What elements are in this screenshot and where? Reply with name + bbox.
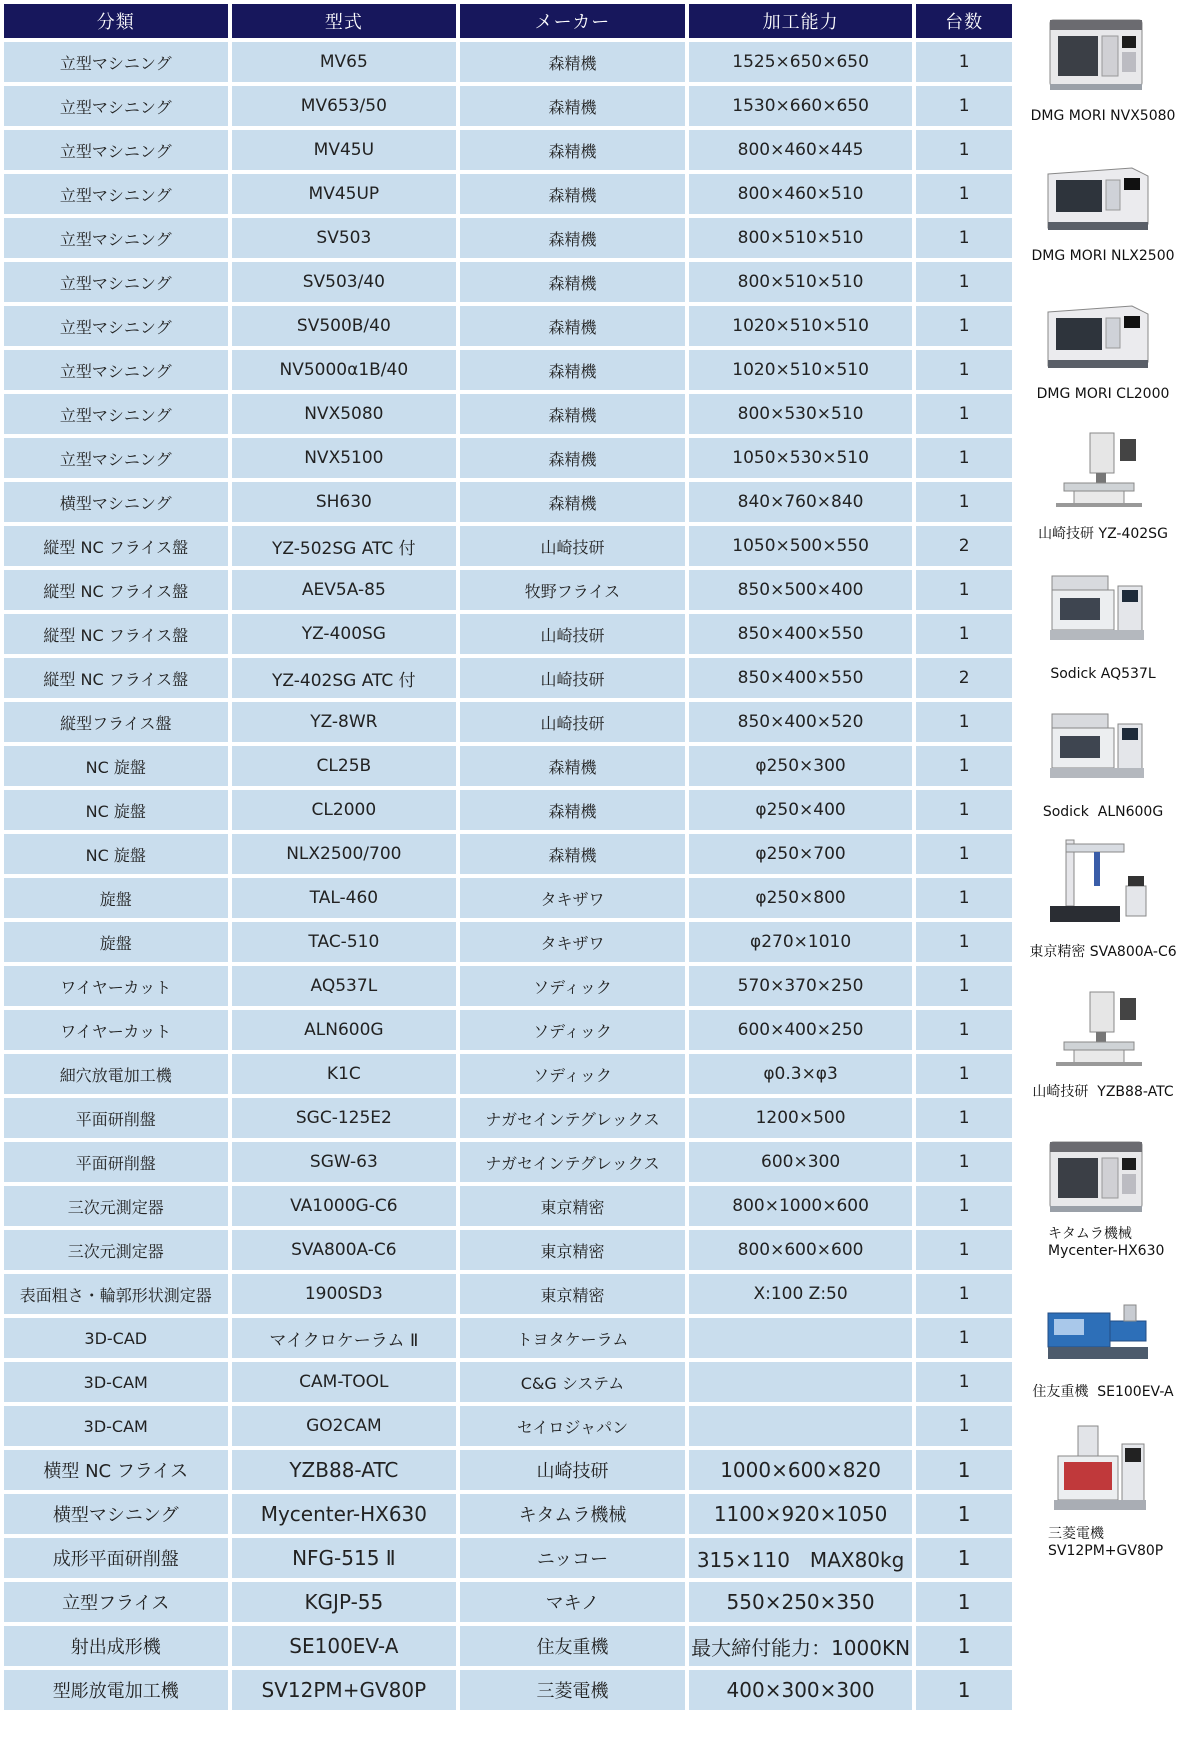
table-header-row xyxy=(4,4,1012,38)
capacity-cell xyxy=(689,1406,913,1446)
maker-cell: 森精機 xyxy=(460,86,685,126)
table-row xyxy=(4,1582,1012,1622)
maker-cell: 森精機 xyxy=(460,394,685,434)
machine-photo-caption: 東京精密 SVA800A-C6 xyxy=(1029,944,1177,960)
machine-photo-caption: DMG MORI CL2000 xyxy=(1036,386,1170,402)
table-row xyxy=(4,350,1012,390)
category-cell: 横型マシニング xyxy=(4,482,228,522)
quantity-cell: 1 xyxy=(916,174,1012,214)
wire-edm-icon xyxy=(1044,560,1152,656)
model-cell: 1900SD3 xyxy=(232,1274,457,1314)
quantity-cell: 1 xyxy=(916,42,1012,82)
category-cell: 立型マシニング xyxy=(4,350,228,390)
category-cell: 表面粗さ・輪郭形状測定器 xyxy=(4,1274,228,1314)
maker-cell: キタムラ機械 xyxy=(460,1494,685,1534)
capacity-cell: 800×510×510 xyxy=(689,218,913,258)
model-cell: NVX5100 xyxy=(232,438,457,478)
quantity-cell: 1 xyxy=(916,1318,1012,1358)
model-cell: K1C xyxy=(232,1054,457,1094)
model-cell: Mycenter-HX630 xyxy=(232,1494,457,1534)
capacity-cell: 800×510×510 xyxy=(689,262,913,302)
maker-cell: ニッコー xyxy=(460,1538,685,1578)
table-row xyxy=(4,1010,1012,1050)
category-cell: 縦型 NC フライス盤 xyxy=(4,526,228,566)
table-row xyxy=(4,130,1012,170)
table-row xyxy=(4,922,1012,962)
table-row xyxy=(4,1318,1012,1358)
quantity-cell: 1 xyxy=(916,1186,1012,1226)
capacity-cell: 600×400×250 xyxy=(689,1010,913,1050)
quantity-cell: 1 xyxy=(916,1450,1012,1490)
table-row xyxy=(4,262,1012,302)
maker-cell: C&G システム xyxy=(460,1362,685,1402)
capacity-cell: 850×400×550 xyxy=(689,614,913,654)
header-category: 分類 xyxy=(4,4,228,38)
category-cell: 立型マシニング xyxy=(4,86,228,126)
category-cell: 立型マシニング xyxy=(4,306,228,346)
maker-cell: ナガセインテグレックス xyxy=(460,1142,685,1182)
category-cell: NC 旋盤 xyxy=(4,746,228,786)
table-row xyxy=(4,1670,1012,1710)
capacity-cell: 最大締付能力：1000KN xyxy=(689,1626,913,1666)
model-cell: NFG-515 Ⅱ xyxy=(232,1538,457,1578)
table-row xyxy=(4,1450,1012,1490)
maker-cell: トヨタケーラム xyxy=(460,1318,685,1358)
table-row xyxy=(4,42,1012,82)
quantity-cell: 1 xyxy=(916,1406,1012,1446)
category-cell: 縦型 NC フライス盤 xyxy=(4,570,228,610)
category-cell: 立型マシニング xyxy=(4,174,228,214)
capacity-cell: φ250×400 xyxy=(689,790,913,830)
maker-cell: 森精機 xyxy=(460,438,685,478)
maker-cell: 三菱電機 xyxy=(460,1670,685,1710)
model-cell: SH630 xyxy=(232,482,457,522)
capacity-cell: φ270×1010 xyxy=(689,922,913,962)
table-row xyxy=(4,834,1012,874)
category-cell: 立型フライス xyxy=(4,1582,228,1622)
machine-photo-caption: 三菱電機 SV12PM+GV80P xyxy=(1048,1526,1164,1559)
capacity-cell xyxy=(689,1362,913,1402)
capacity-cell: 550×250×350 xyxy=(689,1582,913,1622)
maker-cell: 森精機 xyxy=(460,306,685,346)
maker-cell: 森精機 xyxy=(460,834,685,874)
model-cell: SV500B/40 xyxy=(232,306,457,346)
model-cell: NVX5080 xyxy=(232,394,457,434)
capacity-cell: X:100 Z:50 xyxy=(689,1274,913,1314)
table-row xyxy=(4,570,1012,610)
maker-cell: ソディック xyxy=(460,1054,685,1094)
quantity-cell: 1 xyxy=(916,130,1012,170)
maker-cell: 住友重機 xyxy=(460,1626,685,1666)
category-cell: 横型マシニング xyxy=(4,1494,228,1534)
capacity-cell: 1000×600×820 xyxy=(689,1450,913,1490)
capacity-cell: φ0.3×φ3 xyxy=(689,1054,913,1094)
category-cell: 細穴放電加工機 xyxy=(4,1054,228,1094)
category-cell: 成形平面研削盤 xyxy=(4,1538,228,1578)
model-cell: TAC-510 xyxy=(232,922,457,962)
category-cell: 縦型 NC フライス盤 xyxy=(4,614,228,654)
category-cell: NC 旋盤 xyxy=(4,834,228,874)
quantity-cell: 1 xyxy=(916,570,1012,610)
model-cell: CL25B xyxy=(232,746,457,786)
machine-photo-caption: DMG MORI NVX5080 xyxy=(1030,108,1176,124)
model-cell: SVA800A-C6 xyxy=(232,1230,457,1270)
capacity-cell: 1525×650×650 xyxy=(689,42,913,82)
model-cell: SGW-63 xyxy=(232,1142,457,1182)
maker-cell: セイロジャパン xyxy=(460,1406,685,1446)
model-cell: AEV5A-85 xyxy=(232,570,457,610)
quantity-cell: 1 xyxy=(916,834,1012,874)
capacity-cell: 850×400×520 xyxy=(689,702,913,742)
table-row xyxy=(4,1098,1012,1138)
table-row xyxy=(4,790,1012,830)
cnc-lathe-icon xyxy=(1044,146,1152,242)
model-cell: GO2CAM xyxy=(232,1406,457,1446)
machine-photo-caption: 山崎技研 YZ-402SG xyxy=(1038,526,1168,542)
maker-cell: タキザワ xyxy=(460,878,685,918)
quantity-cell: 1 xyxy=(916,1582,1012,1622)
quantity-cell: 1 xyxy=(916,438,1012,478)
quantity-cell: 1 xyxy=(916,702,1012,742)
capacity-cell: 1100×920×1050 xyxy=(689,1494,913,1534)
capacity-cell: 850×500×400 xyxy=(689,570,913,610)
maker-cell: 森精機 xyxy=(460,482,685,522)
category-cell: 型彫放電加工機 xyxy=(4,1670,228,1710)
model-cell: VA1000G-C6 xyxy=(232,1186,457,1226)
category-cell: NC 旋盤 xyxy=(4,790,228,830)
capacity-cell: 315×110 MAX80kg xyxy=(689,1538,913,1578)
category-cell: 3D-CAM xyxy=(4,1362,228,1402)
quantity-cell: 1 xyxy=(916,1362,1012,1402)
category-cell: 立型マシニング xyxy=(4,394,228,434)
maker-cell: 森精機 xyxy=(460,350,685,390)
header-quantity: 台数 xyxy=(916,4,1012,38)
quantity-cell: 1 xyxy=(916,922,1012,962)
model-cell: YZ-400SG xyxy=(232,614,457,654)
capacity-cell xyxy=(689,1318,913,1358)
table-row xyxy=(4,1494,1012,1534)
quantity-cell: 2 xyxy=(916,658,1012,698)
capacity-cell: 1020×510×510 xyxy=(689,306,913,346)
category-cell: 旋盤 xyxy=(4,878,228,918)
quantity-cell: 2 xyxy=(916,526,1012,566)
table-row xyxy=(4,1186,1012,1226)
injection-molding-icon xyxy=(1044,1292,1152,1376)
model-cell: NV5000α1B/40 xyxy=(232,350,457,390)
capacity-cell: 840×760×840 xyxy=(689,482,913,522)
maker-cell: 森精機 xyxy=(460,262,685,302)
model-cell: CL2000 xyxy=(232,790,457,830)
wire-edm-icon xyxy=(1044,698,1152,794)
machine-photo-caption: Sodick ALN600G xyxy=(1042,804,1164,820)
milling-machine-icon xyxy=(1044,418,1152,520)
machine-photo-caption: DMG MORI NLX2500 xyxy=(1031,248,1175,264)
quantity-cell: 1 xyxy=(916,1230,1012,1270)
capacity-cell: 570×370×250 xyxy=(689,966,913,1006)
capacity-cell: 1050×500×550 xyxy=(689,526,913,566)
table-row xyxy=(4,614,1012,654)
maker-cell: ソディック xyxy=(460,966,685,1006)
model-cell: MV65 xyxy=(232,42,457,82)
maker-cell: 東京精密 xyxy=(460,1230,685,1270)
maker-cell: 山崎技研 xyxy=(460,526,685,566)
machine-photo-caption: Sodick AQ537L xyxy=(1050,666,1156,682)
category-cell: 三次元測定器 xyxy=(4,1186,228,1226)
quantity-cell: 1 xyxy=(916,614,1012,654)
model-cell: KGJP-55 xyxy=(232,1582,457,1622)
maker-cell: 山崎技研 xyxy=(460,1450,685,1490)
table-row xyxy=(4,1538,1012,1578)
table-row xyxy=(4,218,1012,258)
category-cell: ワイヤーカット xyxy=(4,966,228,1006)
capacity-cell: 800×1000×600 xyxy=(689,1186,913,1226)
quantity-cell: 1 xyxy=(916,350,1012,390)
capacity-cell: 1200×500 xyxy=(689,1098,913,1138)
machining-center-icon xyxy=(1044,6,1152,102)
quantity-cell: 1 xyxy=(916,218,1012,258)
maker-cell: 森精機 xyxy=(460,790,685,830)
milling-machine-icon xyxy=(1044,980,1152,1076)
table-row xyxy=(4,394,1012,434)
maker-cell: 山崎技研 xyxy=(460,614,685,654)
model-cell: MV653/50 xyxy=(232,86,457,126)
capacity-cell: 850×400×550 xyxy=(689,658,913,698)
quantity-cell: 1 xyxy=(916,394,1012,434)
table-row xyxy=(4,174,1012,214)
category-cell: 立型マシニング xyxy=(4,130,228,170)
maker-cell: マキノ xyxy=(460,1582,685,1622)
maker-cell: 森精機 xyxy=(460,42,685,82)
quantity-cell: 1 xyxy=(916,1098,1012,1138)
maker-cell: タキザワ xyxy=(460,922,685,962)
table-row xyxy=(4,1626,1012,1666)
machine-photo-column xyxy=(1026,0,1180,1750)
quantity-cell: 1 xyxy=(916,746,1012,786)
model-cell: YZ-8WR xyxy=(232,702,457,742)
machine-photo-caption: 住友重機 SE100EV-A xyxy=(1032,1384,1174,1400)
machine-photo-caption: 山崎技研 YZB88-ATC xyxy=(1032,1084,1174,1100)
model-cell: YZ-502SG ATC 付 xyxy=(232,526,457,566)
capacity-cell: 1530×660×650 xyxy=(689,86,913,126)
maker-cell: 牧野フライス xyxy=(460,570,685,610)
table-body xyxy=(4,42,1012,1710)
quantity-cell: 1 xyxy=(916,86,1012,126)
header-maker: メーカー xyxy=(460,4,685,38)
quantity-cell: 1 xyxy=(916,1538,1012,1578)
cnc-lathe-icon xyxy=(1044,284,1152,380)
machine-photo-caption: キタムラ機械 Mycenter-HX630 xyxy=(1048,1226,1165,1259)
cmm-icon xyxy=(1044,830,1152,938)
maker-cell: 森精機 xyxy=(460,218,685,258)
maker-cell: 山崎技研 xyxy=(460,658,685,698)
model-cell: AQ537L xyxy=(232,966,457,1006)
model-cell: SE100EV-A xyxy=(232,1626,457,1666)
table-row xyxy=(4,1142,1012,1182)
capacity-cell: φ250×300 xyxy=(689,746,913,786)
capacity-cell: 600×300 xyxy=(689,1142,913,1182)
model-cell: SV503 xyxy=(232,218,457,258)
quantity-cell: 1 xyxy=(916,262,1012,302)
category-cell: 3D-CAM xyxy=(4,1406,228,1446)
model-cell: SV503/40 xyxy=(232,262,457,302)
table-row xyxy=(4,702,1012,742)
category-cell: 横型 NC フライス xyxy=(4,1450,228,1490)
capacity-cell: 1020×510×510 xyxy=(689,350,913,390)
table-row xyxy=(4,306,1012,346)
model-cell: TAL-460 xyxy=(232,878,457,918)
sinker-edm-icon xyxy=(1044,1416,1152,1524)
category-cell: 立型マシニング xyxy=(4,438,228,478)
model-cell: YZB88-ATC xyxy=(232,1450,457,1490)
quantity-cell: 1 xyxy=(916,1142,1012,1182)
machining-center-icon xyxy=(1044,1130,1152,1222)
quantity-cell: 1 xyxy=(916,1274,1012,1314)
capacity-cell: 800×460×510 xyxy=(689,174,913,214)
quantity-cell: 1 xyxy=(916,306,1012,346)
table-row xyxy=(4,658,1012,698)
maker-cell: 東京精密 xyxy=(460,1186,685,1226)
maker-cell: 森精機 xyxy=(460,746,685,786)
capacity-cell: 800×530×510 xyxy=(689,394,913,434)
table-row xyxy=(4,966,1012,1006)
category-cell: ワイヤーカット xyxy=(4,1010,228,1050)
category-cell: 縦型フライス盤 xyxy=(4,702,228,742)
quantity-cell: 1 xyxy=(916,1010,1012,1050)
maker-cell: ソディック xyxy=(460,1010,685,1050)
maker-cell: 山崎技研 xyxy=(460,702,685,742)
model-cell: ALN600G xyxy=(232,1010,457,1050)
table-row xyxy=(4,746,1012,786)
category-cell: 射出成形機 xyxy=(4,1626,228,1666)
model-cell: NLX2500/700 xyxy=(232,834,457,874)
table-row xyxy=(4,86,1012,126)
quantity-cell: 1 xyxy=(916,1670,1012,1710)
category-cell: 旋盤 xyxy=(4,922,228,962)
category-cell: 平面研削盤 xyxy=(4,1098,228,1138)
table-row xyxy=(4,878,1012,918)
table-row xyxy=(4,1362,1012,1402)
quantity-cell: 1 xyxy=(916,482,1012,522)
table-row xyxy=(4,1054,1012,1094)
capacity-cell: 800×600×600 xyxy=(689,1230,913,1270)
model-cell: SGC-125E2 xyxy=(232,1098,457,1138)
capacity-cell: 400×300×300 xyxy=(689,1670,913,1710)
table-row xyxy=(4,1230,1012,1270)
category-cell: 3D-CAD xyxy=(4,1318,228,1358)
quantity-cell: 1 xyxy=(916,790,1012,830)
quantity-cell: 1 xyxy=(916,1494,1012,1534)
category-cell: 立型マシニング xyxy=(4,262,228,302)
table-row xyxy=(4,526,1012,566)
model-cell: MV45U xyxy=(232,130,457,170)
table-row xyxy=(4,1274,1012,1314)
maker-cell: ナガセインテグレックス xyxy=(460,1098,685,1138)
maker-cell: 森精機 xyxy=(460,174,685,214)
category-cell: 立型マシニング xyxy=(4,218,228,258)
model-cell: SV12PM+GV80P xyxy=(232,1670,457,1710)
table-row xyxy=(4,438,1012,478)
model-cell: YZ-402SG ATC 付 xyxy=(232,658,457,698)
quantity-cell: 1 xyxy=(916,1626,1012,1666)
category-cell: 平面研削盤 xyxy=(4,1142,228,1182)
model-cell: マイクロケーラム Ⅱ xyxy=(232,1318,457,1358)
table-row xyxy=(4,1406,1012,1446)
header-capacity: 加工能力 xyxy=(689,4,913,38)
quantity-cell: 1 xyxy=(916,1054,1012,1094)
capacity-cell: 800×460×445 xyxy=(689,130,913,170)
quantity-cell: 1 xyxy=(916,966,1012,1006)
capacity-cell: φ250×800 xyxy=(689,878,913,918)
category-cell: 立型マシニング xyxy=(4,42,228,82)
maker-cell: 森精機 xyxy=(460,130,685,170)
model-cell: MV45UP xyxy=(232,174,457,214)
quantity-cell: 1 xyxy=(916,878,1012,918)
category-cell: 縦型 NC フライス盤 xyxy=(4,658,228,698)
capacity-cell: φ250×700 xyxy=(689,834,913,874)
category-cell: 三次元測定器 xyxy=(4,1230,228,1270)
header-model: 型式 xyxy=(232,4,457,38)
capacity-cell: 1050×530×510 xyxy=(689,438,913,478)
table-row xyxy=(4,482,1012,522)
maker-cell: 東京精密 xyxy=(460,1274,685,1314)
model-cell: CAM-TOOL xyxy=(232,1362,457,1402)
